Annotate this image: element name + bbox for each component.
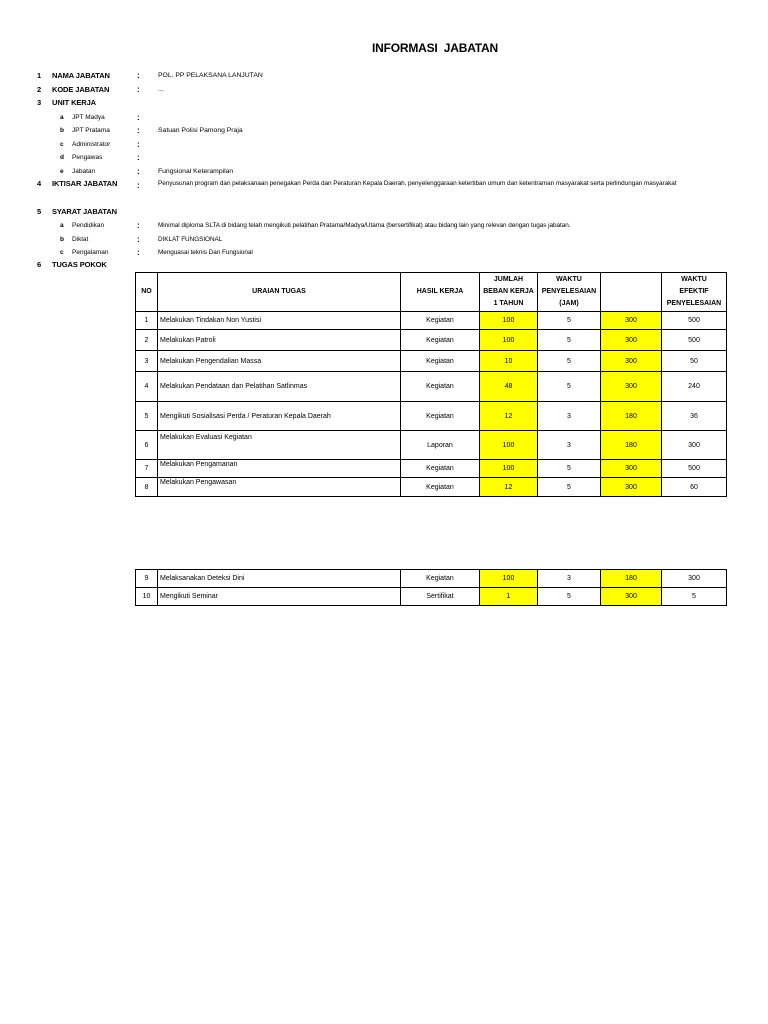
cell-col6: 180 <box>601 570 662 588</box>
sub-letter: b <box>60 127 64 134</box>
cell-uraian: Melakukan Tindakan Non Yustisi <box>158 312 401 330</box>
sub-value: DIKLAT FUNGSIONAL <box>158 236 223 243</box>
sub-label: Diklat <box>72 236 89 243</box>
sub-letter: a <box>60 222 64 229</box>
cell-uraian: Mengikuti Sosialisasi Perda / Peraturan Kepala Daerah <box>158 402 401 431</box>
cell-jumlah: 1 <box>480 588 538 606</box>
item-number: 1 <box>37 71 42 80</box>
info-subrow-pengalaman <box>0 248 760 258</box>
item-number: 3 <box>37 98 42 107</box>
item-number: 6 <box>37 260 42 269</box>
info-subrow-jabatan <box>0 167 760 177</box>
cell-uraian: Mengikuti Seminar <box>158 588 401 606</box>
info-row-syarat-jabatan <box>0 207 760 217</box>
cell-waktu: 5 <box>538 330 601 351</box>
cell-hasil: Kegiatan <box>401 570 480 588</box>
sub-letter: e <box>60 168 64 175</box>
table-row <box>136 312 727 330</box>
item-label: UNIT KERJA <box>52 98 97 107</box>
header-line: PENYELESAIAN <box>666 300 722 307</box>
item-label: TUGAS POKOK <box>52 260 107 269</box>
cell-waktu: 3 <box>538 402 601 431</box>
item-label: SYARAT JABATAN <box>52 207 117 216</box>
cell-jumlah: 12 <box>480 402 538 431</box>
item-separator: : <box>137 71 140 80</box>
header-line: (JAM) <box>559 300 579 307</box>
cell-col6: 300 <box>601 460 662 478</box>
cell-uraian: Melakukan Pengawasan <box>158 478 401 497</box>
cell-col6: 180 <box>601 402 662 431</box>
cell-efektif: 500 <box>662 330 727 351</box>
cell-hasil: Kegiatan <box>401 312 480 330</box>
cell-col6: 300 <box>601 351 662 372</box>
info-subrow-pendidikan <box>0 221 760 231</box>
sub-letter: c <box>60 141 64 148</box>
header-line: BEBAN KERJA <box>483 288 534 295</box>
cell-hasil: Kegiatan <box>401 460 480 478</box>
cell-col6: 300 <box>601 588 662 606</box>
cell-no: 7 <box>136 460 158 478</box>
table-row <box>136 570 727 588</box>
cell-waktu: 5 <box>538 460 601 478</box>
cell-waktu: 5 <box>538 588 601 606</box>
table-header-row <box>136 273 727 312</box>
item-label: IKTISAR JABATAN <box>52 179 118 188</box>
cell-no: 5 <box>136 402 158 431</box>
cell-col6: 300 <box>601 312 662 330</box>
sub-letter: b <box>60 236 64 243</box>
cell-jumlah: 100 <box>480 312 538 330</box>
header-line: 1 TAHUN <box>493 300 524 307</box>
sub-letter: a <box>60 114 64 121</box>
sub-label: Administrator <box>72 141 111 148</box>
cell-waktu: 5 <box>538 312 601 330</box>
sub-separator: : <box>137 140 140 149</box>
cell-waktu: 5 <box>538 478 601 497</box>
cell-jumlah: 100 <box>480 431 538 460</box>
header-uraian-tugas: URAIAN TUGAS <box>158 273 401 312</box>
item-label: NAMA JABATAN <box>52 71 110 80</box>
header-line: PENYELESAIAN <box>541 288 597 295</box>
cell-uraian: Melakukan Pendataan dan Pelatihan Satlinmas <box>158 372 401 402</box>
cell-efektif: 300 <box>662 431 727 460</box>
sub-label: Pengalaman <box>72 249 109 256</box>
header-line: WAKTU <box>556 276 582 283</box>
sub-value: Satuan Polisi Pamong Praja <box>158 127 243 134</box>
header-jumlah-beban-kerja <box>480 273 538 312</box>
table-row <box>136 431 727 460</box>
cell-efektif: 240 <box>662 372 727 402</box>
info-row-kode-jabatan <box>0 85 760 95</box>
cell-jumlah: 12 <box>480 478 538 497</box>
item-value: POL. PP PELAKSANA LANJUTAN <box>158 72 263 79</box>
document-title: INFORMASI JABATAN <box>372 41 498 55</box>
info-row-iktisar-jabatan <box>0 179 760 189</box>
item-separator: : <box>137 181 140 190</box>
cell-col6: 300 <box>601 372 662 402</box>
tugas-pokok-table-continued <box>135 569 727 606</box>
cell-jumlah: 48 <box>480 372 538 402</box>
sub-label: Pendidikan <box>72 222 105 229</box>
cell-jumlah: 100 <box>480 570 538 588</box>
sub-label: JPT Pratama <box>72 127 110 134</box>
header-line: JUMLAH <box>493 276 524 283</box>
cell-waktu: 5 <box>538 372 601 402</box>
sub-separator: : <box>137 221 140 230</box>
cell-waktu: 5 <box>538 351 601 372</box>
item-label: KODE JABATAN <box>52 85 110 94</box>
cell-uraian: Melakukan Pengendalian Massa <box>158 351 401 372</box>
sub-value: Menguasai teknis Dan Fungsional <box>158 249 253 256</box>
sub-separator: : <box>137 153 140 162</box>
cell-no: 6 <box>136 431 158 460</box>
sub-separator: : <box>137 126 140 135</box>
cell-uraian: Melakukan Patroli <box>158 330 401 351</box>
cell-jumlah: 100 <box>480 460 538 478</box>
sub-letter: c <box>60 249 64 256</box>
cell-waktu: 3 <box>538 570 601 588</box>
cell-jumlah: 10 <box>480 351 538 372</box>
info-subrow-pengawas <box>0 153 760 163</box>
item-number: 4 <box>37 179 42 188</box>
cell-efektif: 5 <box>662 588 727 606</box>
cell-uraian: Melaksanakan Deteksi Dini <box>158 570 401 588</box>
item-value: Penyusunan program dan pelaksanaan penegakan Perda dan Peraturan Kepala Daerah, penyelenggaraan ketertiban umum dan ketentraman masyarakat serta perlindungan masyarakat <box>158 180 677 187</box>
cell-col6: 300 <box>601 330 662 351</box>
cell-no: 3 <box>136 351 158 372</box>
info-row-nama-jabatan <box>0 71 760 81</box>
header-blank <box>601 273 662 312</box>
sub-value: Minimal diploma SLTA di bidang telah mengikuti pelatihan Pratama/Madya/Utama (bersertifikat) atau bidang lain yang relevan dengan tugas jabatan. <box>158 222 571 229</box>
info-row-unit-kerja <box>0 98 760 108</box>
info-row-tugas-pokok <box>0 260 760 270</box>
cell-no: 8 <box>136 478 158 497</box>
cell-hasil: Kegiatan <box>401 478 480 497</box>
table-row <box>136 351 727 372</box>
tugas-pokok-table <box>135 272 727 497</box>
sub-label: Pengawas <box>72 154 103 161</box>
sub-separator: : <box>137 248 140 257</box>
table-row <box>136 588 727 606</box>
info-subrow-jpt-madya <box>0 113 760 123</box>
header-line: EFEKTIF <box>679 288 709 295</box>
cell-no: 1 <box>136 312 158 330</box>
sub-label: JPT Madya <box>72 114 105 121</box>
sub-label: Jabatan <box>72 168 96 175</box>
cell-uraian: Melakukan Pengamanan <box>158 460 401 478</box>
item-value: ... <box>158 86 164 93</box>
sub-letter: d <box>60 154 64 161</box>
cell-no: 4 <box>136 372 158 402</box>
header-no: NO <box>136 273 158 312</box>
table-row <box>136 478 727 497</box>
cell-efektif: 36 <box>662 402 727 431</box>
sub-separator: : <box>137 113 140 122</box>
cell-efektif: 300 <box>662 570 727 588</box>
cell-efektif: 50 <box>662 351 727 372</box>
cell-hasil: Kegiatan <box>401 351 480 372</box>
cell-efektif: 500 <box>662 460 727 478</box>
header-waktu-penyelesaian <box>538 273 601 312</box>
sub-separator: : <box>137 167 140 176</box>
cell-jumlah: 100 <box>480 330 538 351</box>
cell-hasil: Kegiatan <box>401 372 480 402</box>
cell-hasil: Kegiatan <box>401 330 480 351</box>
cell-no: 9 <box>136 570 158 588</box>
cell-col6: 180 <box>601 431 662 460</box>
table-row <box>136 402 727 431</box>
item-number: 5 <box>37 207 42 216</box>
cell-efektif: 500 <box>662 312 727 330</box>
table-row <box>136 460 727 478</box>
header-line: WAKTU <box>681 276 707 283</box>
info-subrow-diklat <box>0 235 760 245</box>
cell-efektif: 60 <box>662 478 727 497</box>
header-waktu-efektif <box>662 273 727 312</box>
cell-hasil: Sertifikat <box>401 588 480 606</box>
sub-value: Fungsional Keterampilan <box>158 168 234 175</box>
table-row <box>136 372 727 402</box>
item-number: 2 <box>37 85 42 94</box>
info-subrow-jpt-pratama <box>0 126 760 136</box>
cell-waktu: 3 <box>538 431 601 460</box>
header-hasil-kerja: HASIL KERJA <box>401 273 480 312</box>
cell-hasil: Laporan <box>401 431 480 460</box>
info-subrow-administrator <box>0 140 760 150</box>
cell-col6: 300 <box>601 478 662 497</box>
table-row <box>136 330 727 351</box>
item-separator: : <box>137 85 140 94</box>
cell-no: 2 <box>136 330 158 351</box>
cell-hasil: Kegiatan <box>401 402 480 431</box>
cell-no: 10 <box>136 588 158 606</box>
cell-uraian: Melakukan Evaluasi Kegiatan <box>158 431 401 460</box>
sub-separator: : <box>137 235 140 244</box>
